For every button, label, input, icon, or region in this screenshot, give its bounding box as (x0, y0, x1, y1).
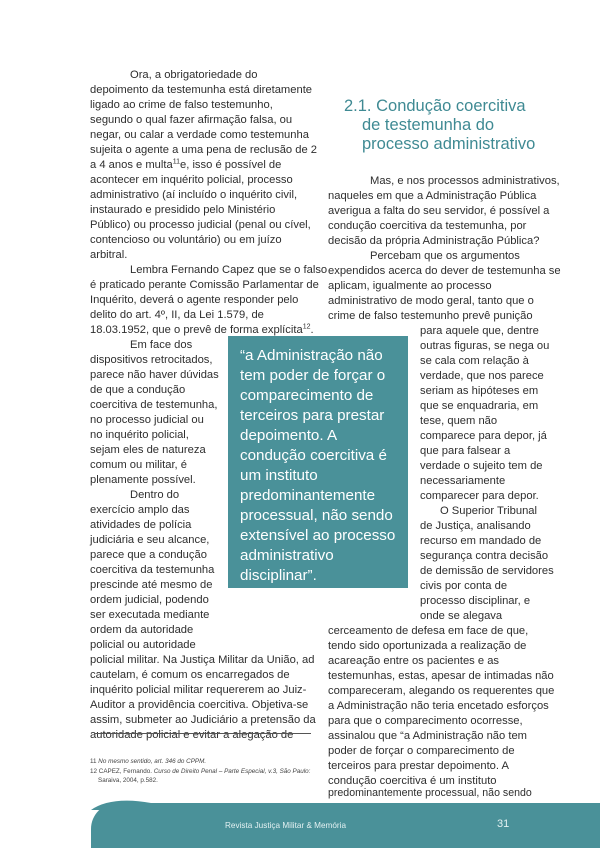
text-line: Dentro do (130, 489, 180, 501)
footnote-12 (90, 767, 310, 776)
text-line: Ora, a obrigatoriedade do (130, 69, 258, 81)
text-line: verdade o sujeito tem de (420, 460, 543, 472)
text-line: inquérito policial militar requererem ao Juiz- (90, 684, 307, 696)
pull-quote-line: terceiros para prestar (240, 407, 385, 424)
text-line: Lembra Fernando Capez que se o falso (130, 264, 328, 276)
text-line: policial ou autoridade (90, 639, 196, 651)
text-line: cautelam, é comum os encarregados de (90, 669, 290, 681)
text-line: condução coercitiva é um instituto (328, 775, 497, 787)
footnote-12-continuation: Saraiva, 2004, p.582. (98, 777, 158, 784)
text-line: crime de falso testemunho prevê punição (328, 310, 533, 322)
text-line: civis por conta de (420, 580, 508, 592)
text-line: parece não haver dúvidas (90, 369, 219, 381)
text-line: Percebam que os argumentos (370, 250, 520, 262)
text-line: acontecer em inquérito policial, processo (90, 174, 293, 186)
text-line: no inquérito policial, (90, 429, 189, 441)
text-line: predominantemente processual, não sendo (328, 787, 532, 799)
text-line (90, 158, 281, 172)
text-line: outras figuras, se nega ou (420, 340, 550, 352)
text-line: atividades de polícia (90, 519, 192, 531)
text-line: a Administração não teria encetado esforços (328, 700, 549, 712)
text-line: Inquérito, deverá o agente responder pelo (90, 294, 299, 306)
text-line: acareação entre os pacientes e as (328, 655, 500, 667)
pull-quote-line: comparecimento de (240, 387, 374, 404)
text-line: terceiros para prestar depoimento. A (328, 760, 509, 772)
pull-quote-line: “a Administração não (240, 347, 383, 364)
text-line: processo disciplinar, e (420, 595, 531, 607)
text-line: que se enquadraria, em (420, 400, 539, 412)
page-number: 31 (497, 818, 510, 830)
text-line: que para falsear a (420, 445, 511, 457)
text-line: instaurado e presidido pelo Ministério (90, 204, 276, 216)
text-line: O Superior Tribunal (440, 505, 538, 517)
text-line: parece que a condução (90, 549, 207, 561)
text-line: onde se alegava (420, 610, 503, 622)
text-line: depoimento da testemunha está diretamente (90, 84, 313, 96)
text-line: testemunhas, estas, apesar de intimadas não (328, 670, 554, 682)
text-line: contencioso ou voluntário) ou em juízo (90, 234, 282, 246)
text-line: administrativo de modo geral, tanto que o (328, 295, 534, 307)
text-line: segurança contra decisão (420, 550, 549, 562)
text-line: assinalou que “a Administração não tem (328, 730, 528, 742)
text-line: administrativo (aí incluído o inquérito civil, (90, 189, 298, 201)
pull-quote-line: administrativo (240, 547, 334, 564)
footnote-text: No mesmo sentido, art. 346 do CPPM. (98, 758, 207, 765)
text-line: judiciária e seu alcance, (90, 534, 210, 546)
text-line: expendidos acerca do dever de testemunha se (328, 265, 561, 277)
footnote-number: 12 (90, 768, 98, 775)
text-line: delito do art. 4º, II, da Lei 1.579, de (90, 309, 264, 321)
text-line: ordem judicial, podendo (90, 594, 209, 606)
text-line: aplicam, igualmente ao processo (328, 280, 492, 292)
text-line: policial militar. Na Justiça Militar da União, ad (90, 654, 315, 666)
text-line: para que o comparecimento ocorresse, (328, 715, 523, 727)
pull-quote-line: disciplinar”. (240, 567, 317, 584)
pull-quote-line: depoimento. A (240, 427, 338, 444)
pull-quote-line: tem poder de forçar o (240, 367, 386, 384)
section-heading-line: de testemunha do (362, 116, 495, 134)
footnote-author: CAPEZ, Fernando. (98, 768, 152, 775)
text-line: Público) ou processo judicial (penal ou cível, (90, 219, 311, 231)
text-line: de que a condução (90, 384, 186, 396)
pull-quote-box (228, 336, 408, 588)
pull-quote-line: predominantemente (240, 487, 376, 504)
pull-quote-line: processual, não sendo (240, 507, 393, 524)
journal-title: Revista Justiça Militar & Memória (225, 821, 347, 830)
text-line: cerceamento de defesa em face de que, (328, 625, 529, 637)
text-line: ordem da autoridade (90, 624, 194, 636)
text-line: para aquele que, dentre (420, 325, 539, 337)
text-line: comparece para depor, já (420, 430, 547, 442)
text-line: poder de forçar o comparecimento de (328, 745, 515, 757)
text-line: Em face dos (130, 339, 193, 351)
text-line: segundo o qual fazer afirmação falsa, ou (90, 114, 293, 126)
text-line: sujeita o agente a uma pena de reclusão de 2 (90, 144, 318, 156)
text-run: a 4 anos e multa (90, 159, 173, 171)
text-line: Auditor a providência coercitiva. Objetiva-se (90, 699, 309, 711)
text-line: coercitiva da testemunha (90, 564, 215, 576)
text-line: negar, ou calar a verdade como testemunha (90, 129, 309, 141)
text-line: plenamente possível. (90, 474, 196, 486)
text-run: e, isso é possível de (180, 159, 282, 171)
text-line: decisão da própria Administração Pública? (328, 235, 540, 247)
text-run: . (310, 324, 314, 336)
section-heading-line: processo administrativo (362, 135, 536, 153)
text-line: naqueles em que a Administração Pública (328, 190, 537, 202)
text-line: sejam eles de natureza (90, 444, 206, 456)
text-line: comparecer para depor. (420, 490, 539, 502)
pull-quote-line: condução coercitiva é (240, 447, 387, 464)
text-line: tese, quem não (420, 415, 498, 427)
text-line: coercitiva de testemunha, (90, 399, 218, 411)
text-line: averigua a falta do seu servidor, é possível a (328, 205, 550, 217)
text-line: verdade, que nos parece (420, 370, 544, 382)
footnote-title: Curso de Direito Penal – Parte Especial, v.3, São Paulo: (153, 768, 311, 775)
text-line: necessariamente (420, 475, 506, 487)
footnote-ref-11: 11 (172, 158, 180, 166)
text-line: recurso em mandado de (420, 535, 542, 547)
text-line: seriam as hipóteses em (420, 385, 539, 397)
text-line: se cala com relação à (420, 355, 529, 367)
text-line: comum ou militar, é (90, 459, 187, 471)
footnote-divider (95, 733, 311, 734)
text-line: ser executada mediante (90, 609, 210, 621)
text-line: ligado ao crime de falso testemunho, (90, 99, 273, 111)
text-line: autoridade policial e evitar a alegação de (90, 729, 294, 741)
text-line: de demissão de servidores (420, 565, 554, 577)
text-line: prescinde até mesmo de (90, 579, 213, 591)
text-line: compareceram, alegando os requerentes que (328, 685, 555, 697)
text-line: condução coercitiva da testemunha, por (328, 220, 527, 232)
text-line: tendo sido oportunizada a realização de (328, 640, 527, 652)
text-line: dispositivos retrocitados, (90, 354, 213, 366)
section-heading-line: 2.1. Condução coercitiva (344, 97, 526, 115)
text-line: de Justiça, analisando (420, 520, 531, 532)
text-line: Mas, e nos processos administrativos, (370, 175, 560, 187)
pull-quote-line: extensível ao processo (240, 527, 396, 544)
footnote-number: 11 (90, 758, 97, 765)
text-line: arbitral. (90, 249, 128, 261)
text-line: exercício amplo das (90, 504, 190, 516)
pull-quote-line: um instituto (240, 467, 318, 484)
text-run: 18.03.1952, que o prevê de forma explícita (90, 324, 303, 336)
text-line: é praticado perante Comissão Parlamentar de (90, 279, 319, 291)
text-line: no processo judicial ou (90, 414, 204, 426)
footnote-ref-12: 12 (302, 323, 311, 331)
text-line: assim, submeter ao Judiciário a pretensão da (90, 714, 316, 726)
footnote-11 (90, 757, 206, 766)
